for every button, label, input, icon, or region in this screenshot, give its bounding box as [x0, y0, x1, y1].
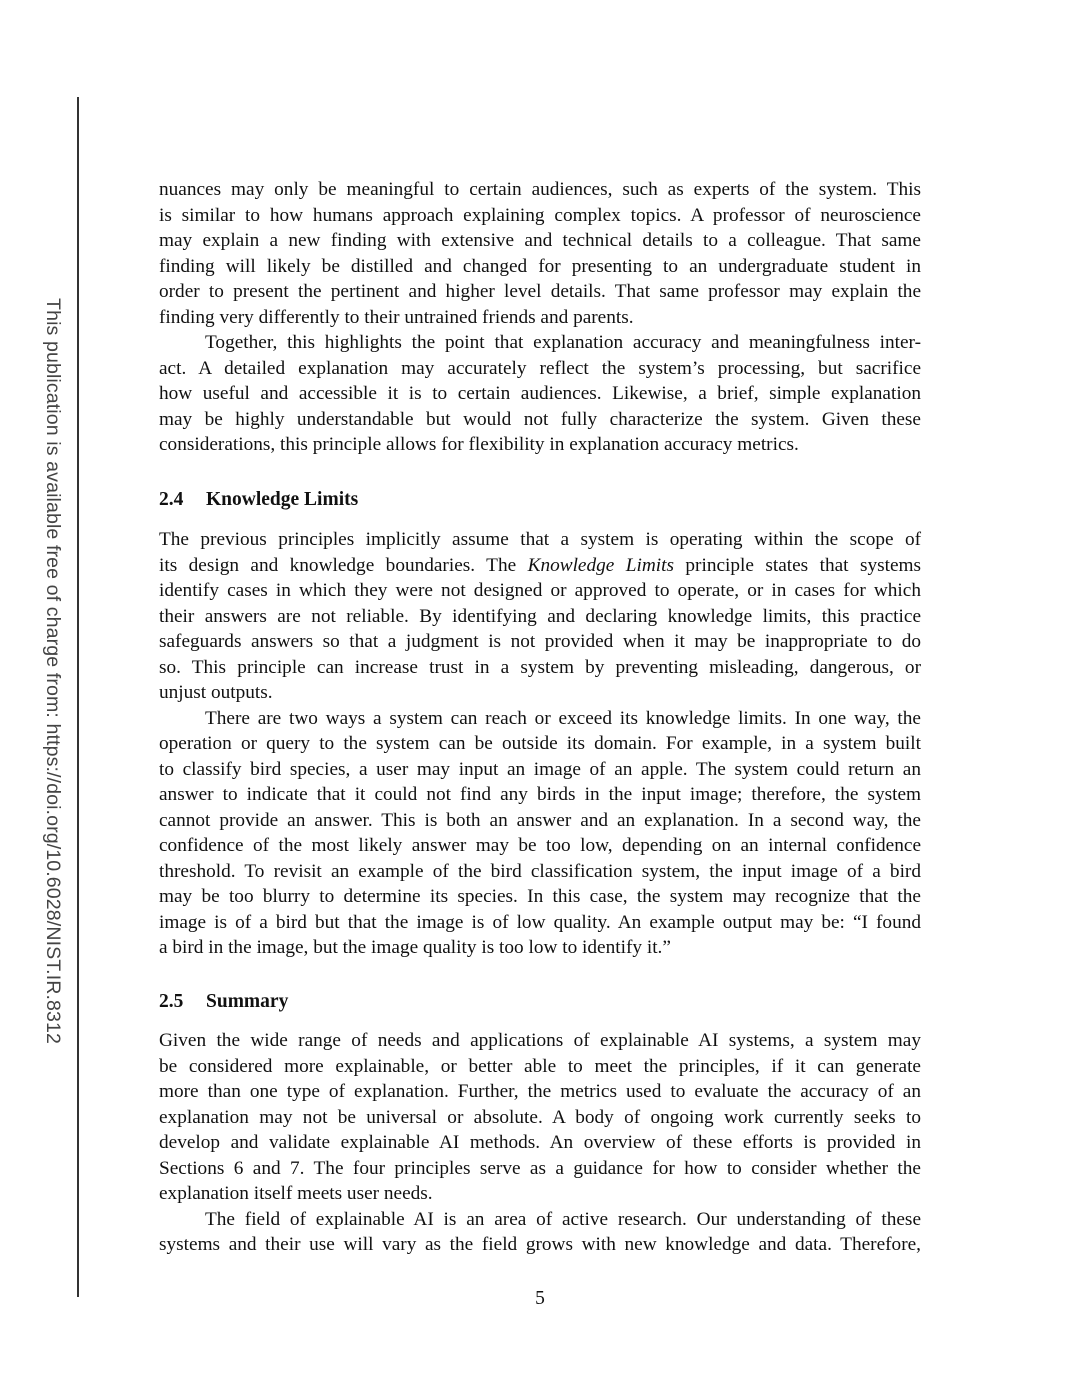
text-line: The field of explainable AI is an area of active research. Our understanding of these	[205, 1208, 921, 1230]
text-line: to classify bird species, a user may input an image of an apple. The system could return an	[159, 758, 921, 780]
text-line: so. This principle can increase trust in a system by preventing misleading, dangerous, or	[159, 656, 921, 678]
margin-rule	[77, 97, 79, 1297]
text-line: confidence of the most likely answer may be too low, depending on an internal confidence	[159, 835, 921, 856]
text-line: unjust outputs.	[159, 682, 273, 703]
text-line: Given the wide range of needs and applications of explainable AI systems, a system may	[159, 1030, 921, 1051]
paragraph	[159, 1028, 921, 1207]
paragraph	[159, 527, 921, 706]
text-line: is similar to how humans approach explaining complex topics. A professor of neuroscience	[159, 204, 921, 226]
text-line: explanation itself meets user needs.	[159, 1183, 433, 1204]
text-line: cannot provide an answer. This is both an answer and an explanation. In a second way, the	[159, 809, 921, 831]
section-title: Knowledge Limits	[206, 489, 359, 510]
text-line: systems and their use will vary as the field grows with new knowledge and data. Therefore,	[159, 1234, 921, 1255]
section-2-4-body	[159, 527, 921, 961]
page-number: 5	[535, 1288, 545, 1309]
section-title: Summary	[206, 991, 289, 1012]
paragraph	[159, 706, 921, 961]
text-line: Sections 6 and 7. The four principles serve as a guidance for how to consider whether the	[159, 1157, 921, 1179]
text-line: threshold. To revisit an example of the bird classification system, the input image of a bird	[159, 860, 921, 882]
section-heading-2-4	[159, 487, 358, 512]
section-number: 2.5	[159, 991, 184, 1012]
text-line: order to present the pertinent and higher level details. That same professor may explain the	[159, 281, 921, 302]
text-line: The previous principles implicitly assume that a system is operating within the scope of	[159, 529, 921, 550]
text-line: image is of a bird but that the image is of low quality. An example output may be: “I found	[159, 911, 921, 933]
paragraph	[159, 1207, 921, 1258]
text-line: finding very differently to their untrained friends and parents.	[159, 306, 634, 328]
text-line: how useful and accessible it is to certain audiences. Likewise, a brief, simple explanation	[159, 383, 921, 404]
text-line: nuances may only be meaningful to certain audiences, such as experts of the system. This	[159, 179, 921, 200]
text-line: develop and validate explainable AI methods. An overview of these efforts is provided in	[159, 1132, 921, 1153]
text-line: explanation may not be universal or absolute. A body of ongoing work currently seeks to	[159, 1106, 921, 1128]
paragraph	[159, 330, 921, 458]
section-2-5-body	[159, 1028, 921, 1258]
text-line: their answers are not reliable. By identifying and declaring knowledge limits, this practice	[159, 605, 921, 627]
section-heading-2-5	[159, 989, 288, 1014]
text-line: considerations, this principle allows for flexibility in explanation accuracy metrics.	[159, 434, 799, 455]
text-line: answer to indicate that it could not find any birds in the input image; therefore, the system	[159, 784, 921, 805]
availability-notice: This publication is available free of charge from: https://doi.org/10.6028/NIST.IR.8312	[42, 298, 64, 1045]
text-line: may be highly understandable but would not fully characterize the system. Given these	[159, 408, 921, 430]
text-line: finding will likely be distilled and changed for presenting to an undergraduate student in	[159, 255, 921, 277]
text-line: act. A detailed explanation may accurately reflect the system’s processing, but sacrifice	[159, 357, 921, 379]
text-line: more than one type of explanation. Further, the metrics used to evaluate the accuracy of an	[159, 1081, 921, 1102]
text-line: be considered more explainable, or better able to meet the principles, if it can generate	[159, 1055, 921, 1077]
text-line: safeguards answers so that a judgment is not provided when it may be inappropriate to do	[159, 631, 921, 652]
text-line: operation or query to the system can be outside its domain. For example, in a system built	[159, 733, 921, 754]
text-line: may explain a new finding with extensive and technical details to a colleague. That same	[159, 230, 921, 251]
text-line: may be too blurry to determine its species. In this case, the system may recognize that the	[159, 886, 921, 907]
text-line: its design and knowledge boundaries. The Knowledge Limits principle states that systems	[159, 554, 922, 576]
section-number: 2.4	[159, 489, 184, 510]
text-line: a bird in the image, but the image quality is too low to identify it.”	[159, 937, 671, 958]
intro-paragraphs	[159, 177, 921, 458]
text-line: Together, this highlights the point that explanation accuracy and meaningfulness inter-	[205, 332, 921, 353]
text-line: There are two ways a system can reach or exceed its knowledge limits. In one way, the	[205, 707, 921, 729]
paragraph	[159, 177, 921, 330]
text-line: identify cases in which they were not designed or approved to operate, or in cases for which	[159, 580, 921, 601]
